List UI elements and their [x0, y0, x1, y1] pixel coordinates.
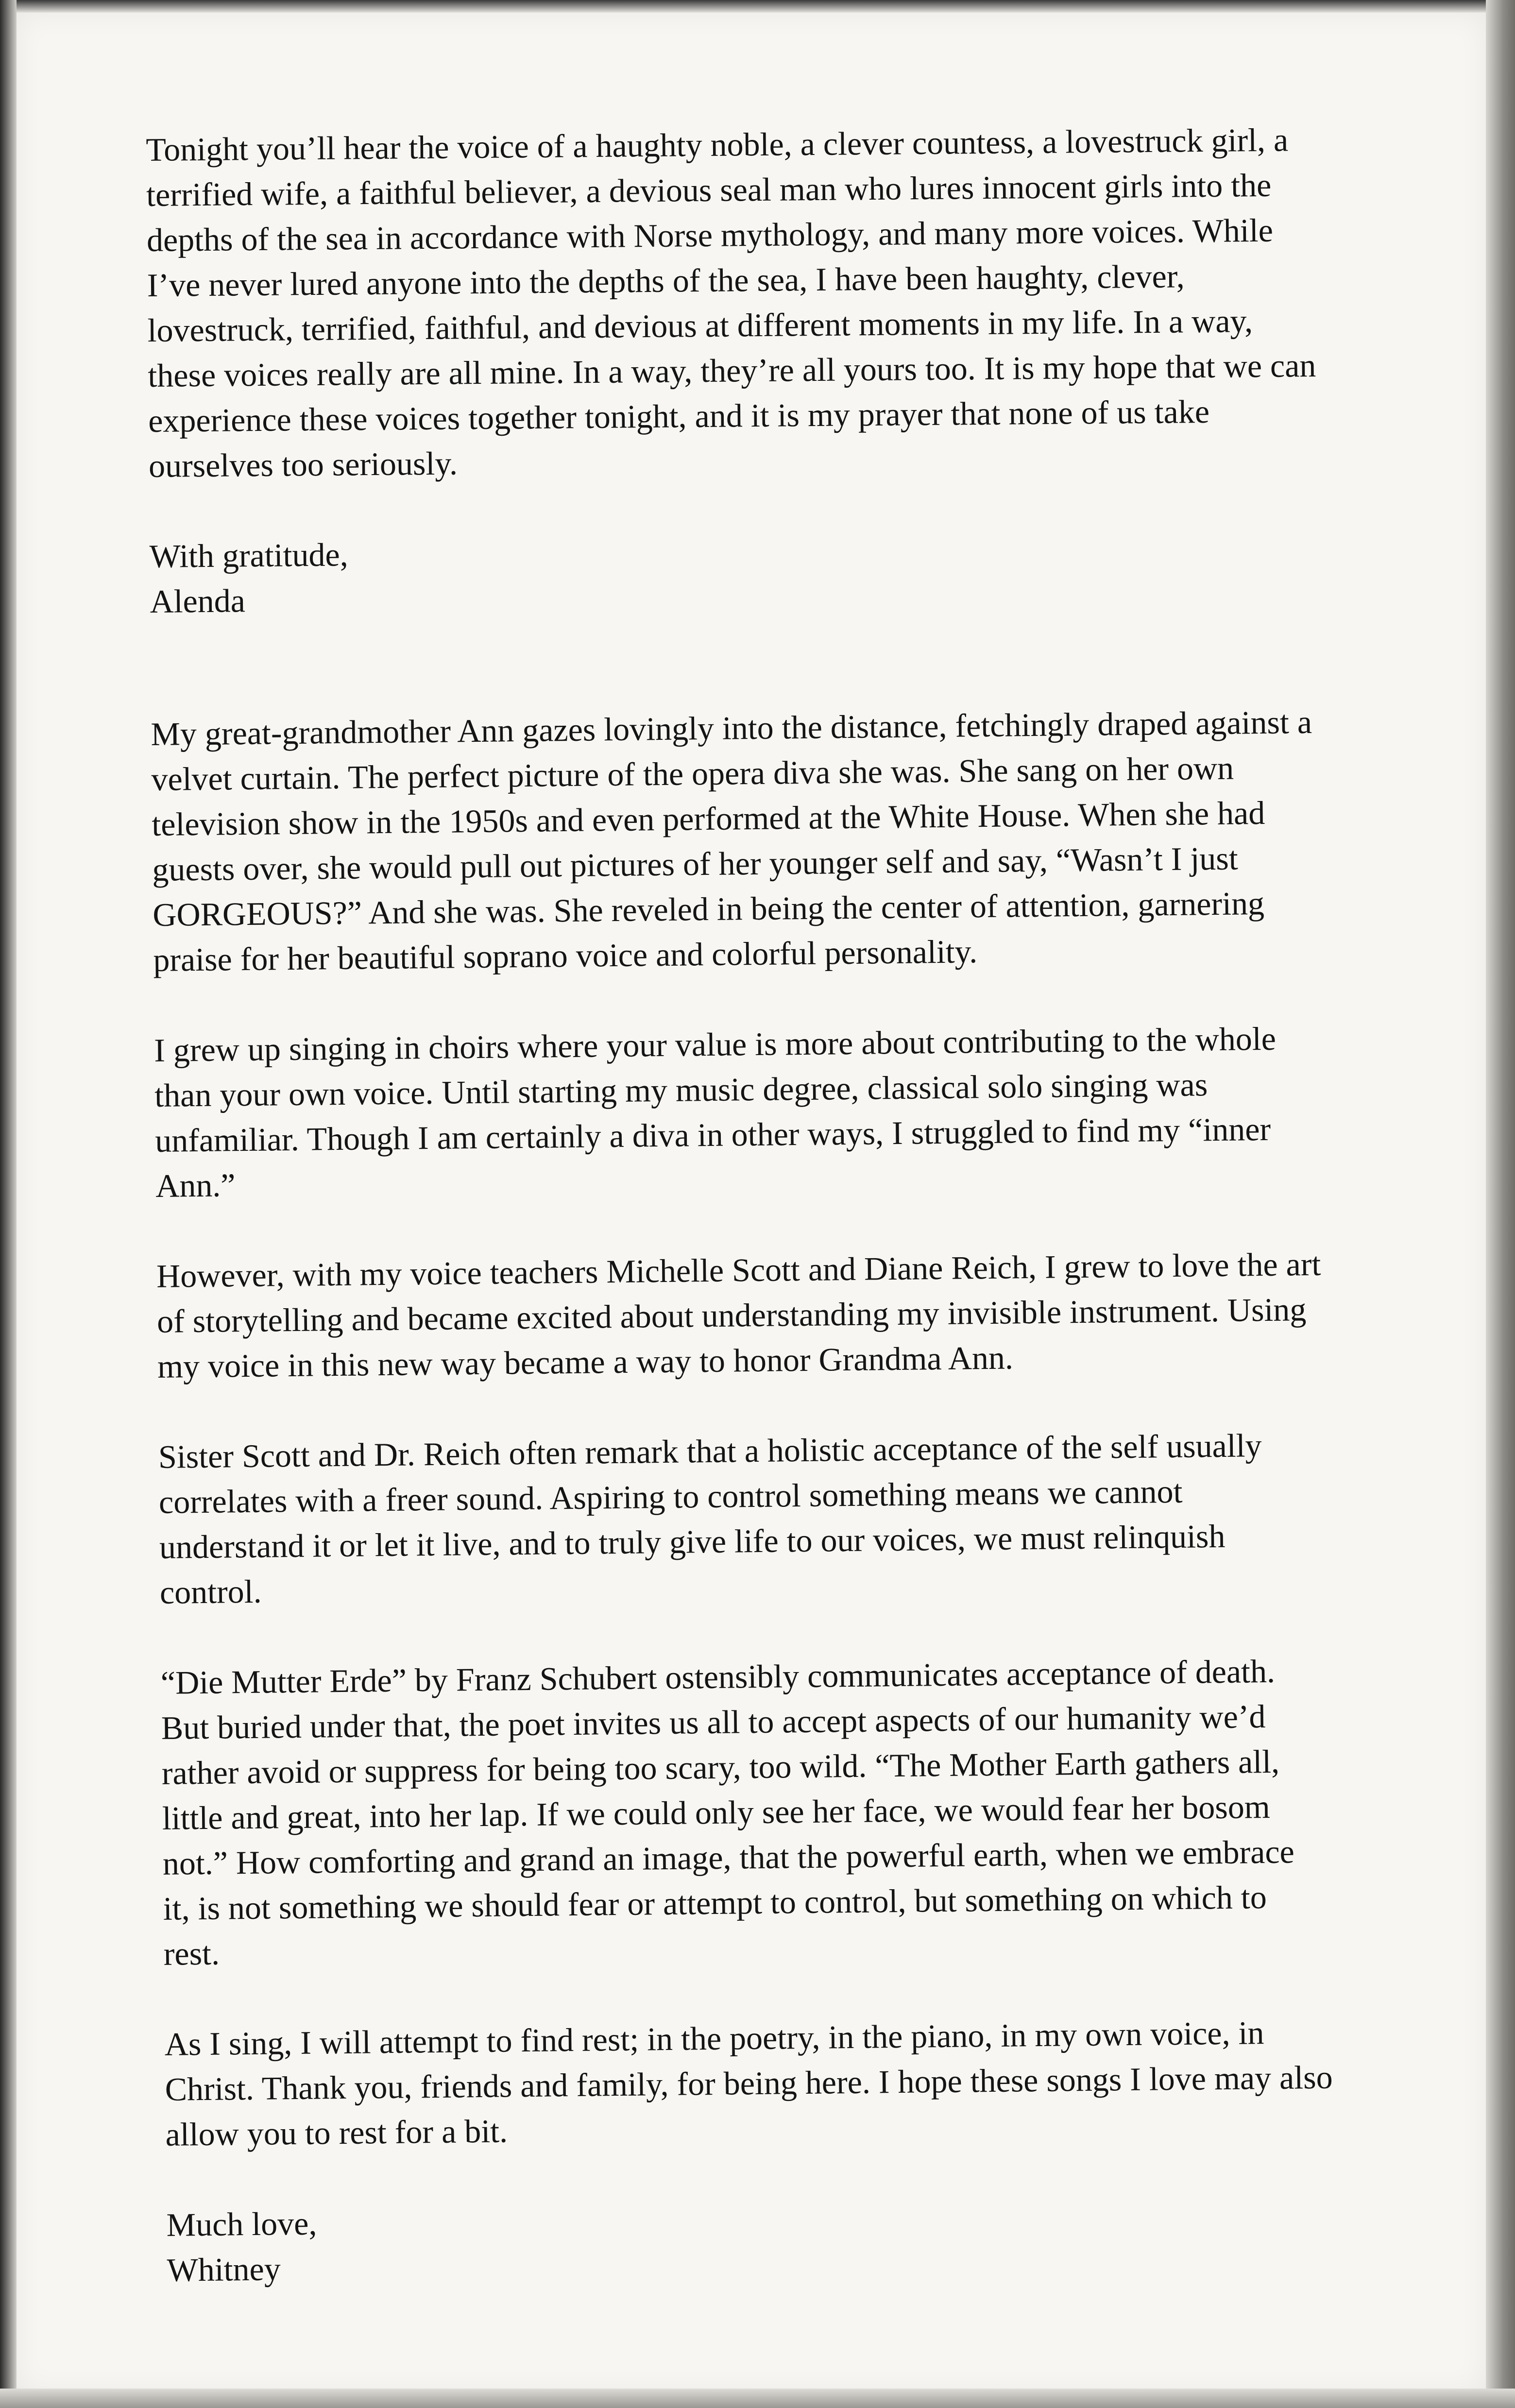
text-line: than your own voice. Until starting my music degree, classical solo singing was [154, 1066, 1208, 1114]
letter-whitney-paragraph-2 [154, 1014, 1463, 1209]
text-line: Tonight you’ll hear the voice of a haughty noble, a clever countess, a lovestruck girl, a [146, 121, 1289, 168]
letter-whitney-paragraph-3 [156, 1240, 1464, 1389]
letter-whitney-closing [166, 2189, 1474, 2293]
letter-whitney-paragraph-6 [164, 2008, 1472, 2157]
text-line: of storytelling and became excited about understanding my invisible instrument. Using [156, 1291, 1307, 1340]
text-line: I grew up singing in choirs where your value is more about contributing to the whole [153, 1020, 1277, 1069]
letter-alenda-closing [149, 523, 1452, 624]
letter-alenda [146, 116, 1452, 624]
closing-text: Much love, [166, 2204, 317, 2243]
text-line: rather avoid or suppress for being too scary, too wild. “The Mother Earth gathers all, [161, 1742, 1280, 1792]
text-line: not.” How comforting and grand an image, that the powerful earth, when we embrace [162, 1833, 1295, 1882]
text-line: Sister Scott and Dr. Reich often remark that a holistic acceptance of the self usually [158, 1427, 1262, 1475]
closing-text: With gratitude, [149, 536, 348, 575]
photo-edge-left [0, 0, 17, 2408]
text-line: GORGEOUS?” And she was. She reveled in being the center of attention, garnering [152, 885, 1265, 933]
text-line: “Die Mutter Erde” by Franz Schubert ostensibly communicates acceptance of death. [160, 1652, 1276, 1701]
text-line: my voice in this new way became a way to honor Grandma Ann. [157, 1339, 1014, 1385]
text-line: experience these voices together tonight, and it is my prayer that none of us take [148, 393, 1210, 439]
text-line: little and great, into her lap. If we could only see her face, we would fear her bosom [162, 1788, 1271, 1837]
text-line: television show in the 1950s and even performed at the White House. When she had [152, 794, 1265, 843]
text-line: guests over, she would pull out pictures of her younger self and say, “Wasn’t I just [152, 839, 1239, 888]
text-line: But buried under that, the poet invites us all to accept aspects of our humanity we’d [161, 1698, 1266, 1746]
letter-whitney [151, 698, 1474, 2293]
photo-edge-top [0, 0, 1515, 13]
photo-edge-right [1486, 0, 1515, 2408]
text-line: allow you to rest for a bit. [165, 2112, 508, 2153]
letter-whitney-paragraph-1 [151, 698, 1460, 983]
text-line: it, is not something we should fear or attempt to control, but something on which to [163, 1879, 1267, 1927]
text-line: ourselves too seriously. [148, 444, 458, 484]
text-line: these voices really are all mine. In a way, they’re all yours too. It is my hope that we can [148, 346, 1316, 394]
signature-name: Whitney [167, 2250, 281, 2288]
text-line: correlates with a freer sound. Aspiring to control something means we cannot [158, 1472, 1183, 1520]
letter-whitney-paragraph-4 [158, 1421, 1467, 1615]
text-line: However, with my voice teachers Michelle Scott and Diane Reich, I grew to love the art [156, 1245, 1321, 1295]
text-line: Christ. Thank you, friends and family, for being here. I hope these songs I love may also [165, 2058, 1333, 2108]
text-line: unfamiliar. Though I am certainly a diva in other ways, I struggled to find my “inner [154, 1110, 1271, 1159]
letter-whitney-paragraph-5 [160, 1647, 1470, 1977]
text-line: praise for her beautiful soprano voice and colorful personality. [153, 933, 978, 978]
text-line: My great-grandmother Ann gazes lovingly into the distance, fetchingly draped against a [151, 703, 1312, 752]
photo-edge-bottom [0, 2389, 1515, 2408]
text-line: terrified wife, a faithful believer, a devious seal man who lures innocent girls into the [146, 166, 1272, 213]
text-line: control. [159, 1572, 262, 1611]
text-line: velvet curtain. The perfect picture of the opera diva she was. She sang on her own [151, 749, 1234, 798]
letter-alenda-paragraph [146, 116, 1450, 489]
text-line: I’ve never lured anyone into the depths of the sea, I have been haughty, clever, [147, 257, 1185, 304]
signature-name: Alenda [150, 582, 246, 620]
text-line: Ann.” [155, 1166, 236, 1204]
text-line: rest. [163, 1934, 220, 1972]
text-line: lovestruck, terrified, faithful, and devious at different moments in my life. In a way, [147, 302, 1253, 349]
text-line: depths of the sea in accordance with Norse mythology, and many more voices. While [146, 211, 1274, 258]
text-line: understand it or let it live, and to truly give life to our voices, we must relinquish [159, 1517, 1226, 1566]
text-line: As I sing, I will attempt to find rest; in the poetry, in the piano, in my own voice, in [164, 2014, 1264, 2063]
